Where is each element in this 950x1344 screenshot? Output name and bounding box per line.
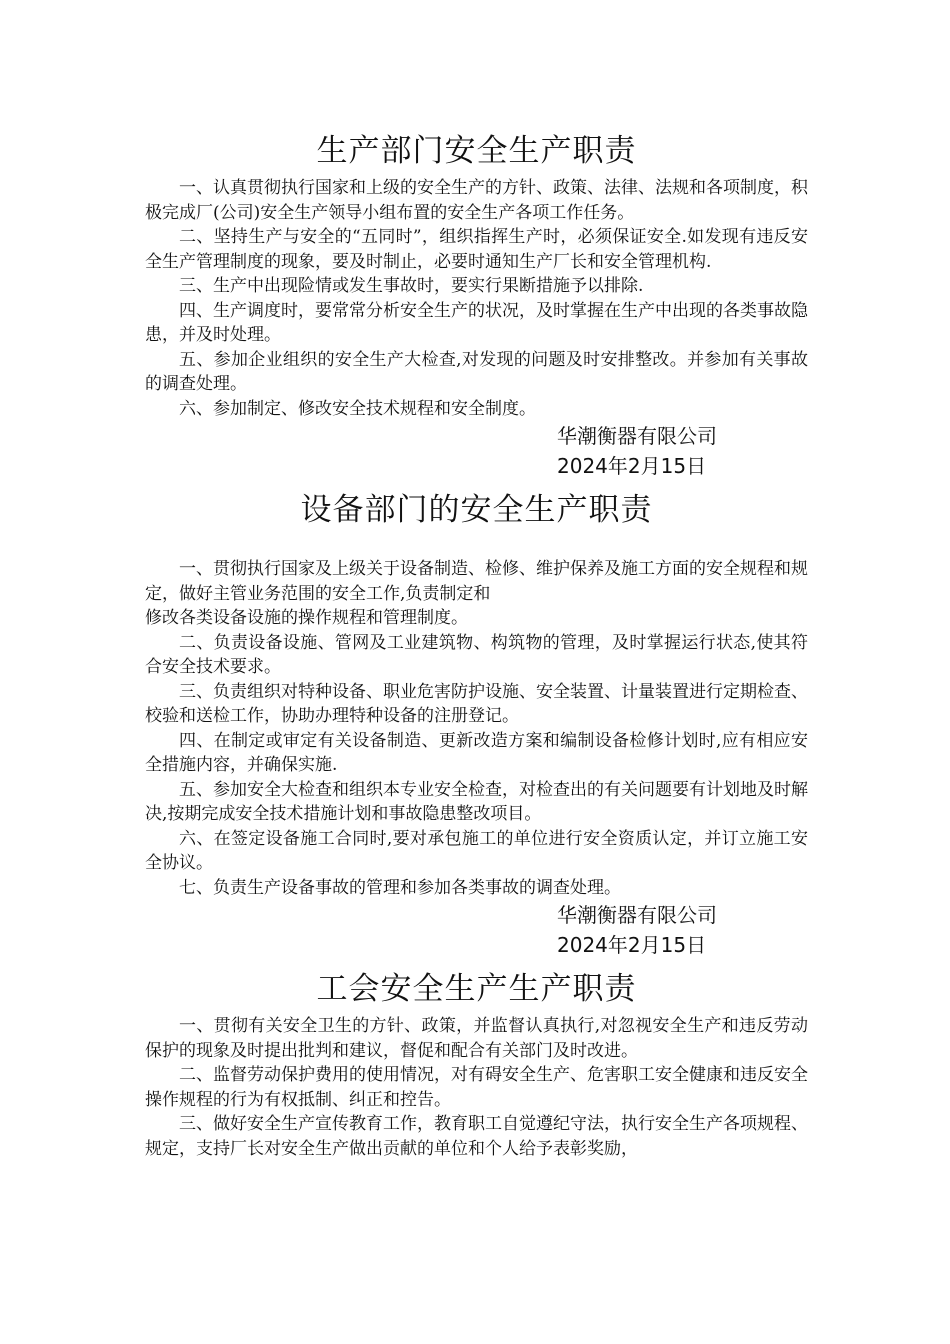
paragraph: 一、贯彻执行国家及上级关于设备制造、检修、维护保养及施工方面的安全规程和规定，做好主管业务范围的安全工作,负责制定和 [145, 559, 808, 604]
paragraph: 三、生产中出现险情或发生事故时，要实行果断措施予以排除. [179, 276, 644, 296]
paragraph: 二、负责设备设施、管网及工业建筑物、构筑物的管理，及时掌握运行状态,使其符合安全技术要求。 [145, 632, 808, 677]
paragraph: 四、生产调度时，要常常分析安全生产的状况，及时掌握在生产中出现的各类事故隐患，并及时处理。 [145, 300, 808, 345]
signature-date: 2024年2月15日 [557, 454, 707, 478]
paragraph: 五、参加安全大检查和组织本专业安全检查，对检查出的有关问题要有计划地及时解决,按期完成安全技术措施计划和事故隐患整改项目。 [145, 779, 808, 824]
paragraph: 三、负责组织对特种设备、职业危害防护设施、安全装置、计量装置进行定期检查、校验和送检工作，协助办理特种设备的注册登记。 [145, 681, 808, 726]
section-title: 工会安全生产生产职责 [316, 971, 637, 1007]
section-title: 设备部门的安全生产职责 [300, 492, 653, 528]
paragraph: 三、做好安全生产宣传教育工作，教育职工自觉遵纪守法，执行安全生产各项规程、规定，支持厂长对安全生产做出贡献的单位和个人给予表彰奖励， [145, 1114, 808, 1159]
section-production [145, 126, 808, 481]
paragraph: 二、坚持生产与安全的“五同时”，组织指挥生产时，必须保证安全.如发现有违反安全生产管理制度的现象，要及时制止，必要时通知生产厂长和安全管理机构. [145, 227, 808, 272]
paragraph: 五、参加企业组织的安全生产大检查,对发现的问题及时安排整改。并参加有关事故的调查处理。 [145, 349, 808, 394]
company-signature: 华潮衡器有限公司 [557, 903, 717, 927]
paragraph: 一、贯彻有关安全卫生的方针、政策，并监督认真执行,对忽视安全生产和违反劳动保护的现象及时提出批判和建议，督促和配合有关部门及时改进。 [145, 1016, 808, 1061]
document-page [145, 126, 808, 1161]
paragraph: 二、监督劳动保护费用的使用情况，对有碍安全生产、危害职工安全健康和违反安全操作规程的行为有权抵制、纠正和控告。 [145, 1065, 808, 1110]
paragraph: 一、认真贯彻执行国家和上级的安全生产的方针、政策、法律、法规和各项制度，积极完成厂(公司)安全生产领导小组布置的安全生产各项工作任务。 [145, 178, 808, 223]
section-title: 生产部门安全生产职责 [316, 133, 637, 169]
section-union [145, 964, 808, 1161]
paragraph: 七、负责生产设备事故的管理和参加各类事故的调查处理。 [179, 877, 621, 898]
paragraph: 六、在签定设备施工合同时,要对承包施工的单位进行安全资质认定，并订立施工安全协议。 [145, 828, 808, 873]
signature-date: 2024年2月15日 [557, 933, 707, 957]
spacer [145, 535, 808, 557]
section-equipment [145, 485, 808, 960]
paragraph: 修改各类设备设施的操作规程和管理制度。 [145, 608, 468, 628]
paragraph: 六、参加制定、修改安全技术规程和安全制度。 [179, 398, 536, 419]
company-signature: 华潮衡器有限公司 [557, 424, 717, 448]
paragraph: 四、在制定或审定有关设备制造、更新改造方案和编制设备检修计划时,应有相应安全措施内容，并确保实施. [145, 730, 808, 775]
